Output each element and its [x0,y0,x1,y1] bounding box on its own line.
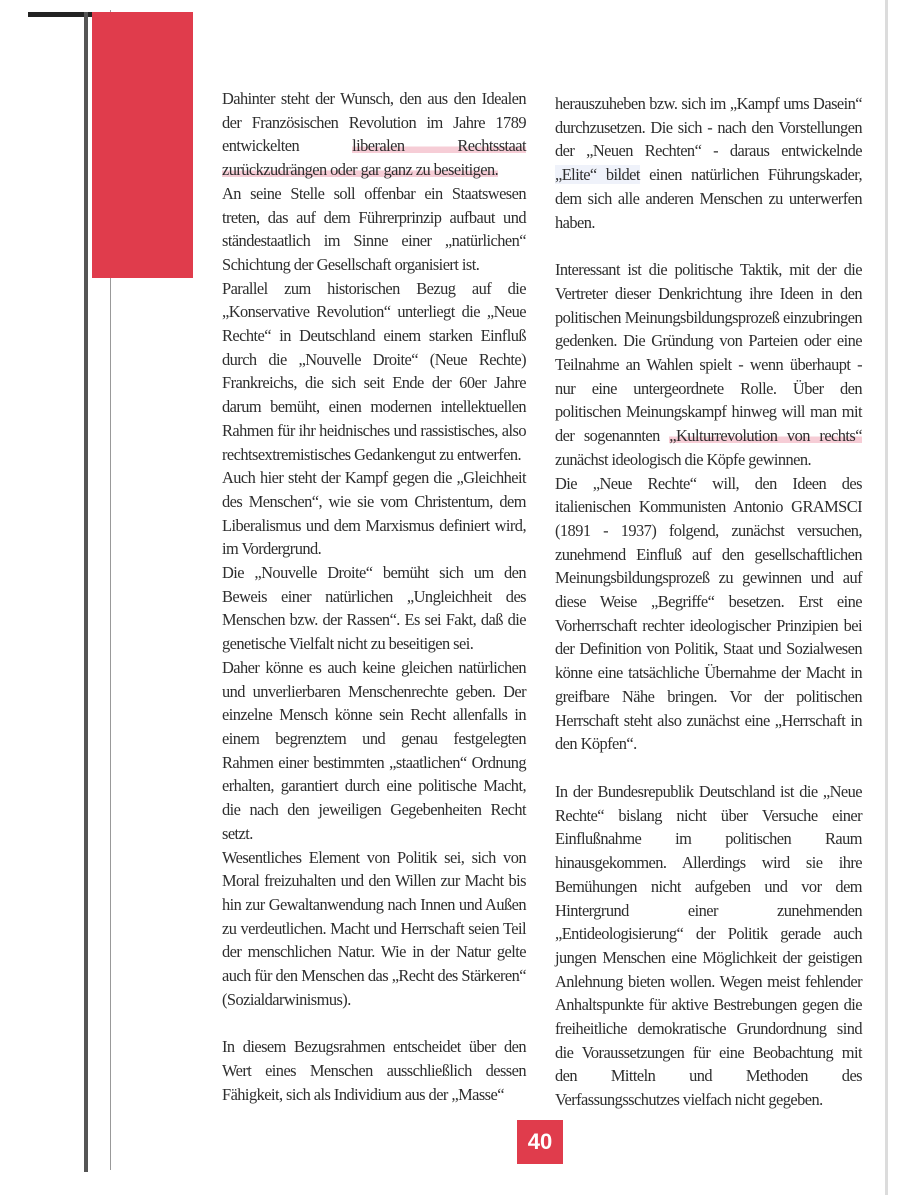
paragraph: Parallel zum historischen Bezug auf die „Konservative Revolution“ unterliegt die „Neue Rechte“ in Deutschland einem starken Einfluß durch die „Nouvelle Droite“ (Neue Rechte) Frankreichs, die sich seit Ende der 60er Jahre darum bemüht, einen modernen intellektuellen Rahmen für ihr heidnisches und rassistisches, also rechtsextremistisches Gedankengut zu entwerfen. [222,278,526,464]
highlighted-text: „Kulturrevolution von rechts“ [669,426,862,446]
paragraph-gap [555,756,862,780]
paragraph: Die „Neue Rechte“ will, den Ideen des italienischen Kommunisten Antonio GRAMSCI (1891 - 1937) folgend, zunächst versuchen, zunehmend Einfluß auf den gesellschaftlichen Meinungsbildungsprozeß zu gewinnen und auf diese Weise „Begriffe“ besetzen. Erst eine Vorherrschaft rechter ideologischer Prinzipien bei der Definition von Politik, Staat und Sozialwesen könne eine tatsächliche Übernahme der Macht in greifbare Nähe bringen. Vor der politischen Herrschaft steht also zunächst eine „Herrschaft in den Köpfen“. [555,473,862,754]
red-accent-band [92,12,193,278]
highlighted-text: „Elite“ bildet [555,165,640,185]
highlighted-text: liberalen Rechtsstaat zurückzudrängen oder gar ganz zu beseitigen. [222,136,526,180]
paragraph: Daher könne es auch keine gleichen natürlichen und unverlierbaren Menschenrechte geben. Der einzelne Mensch könne sein Recht allenfalls in einem begrenztem und genau festgelegten Rahmen einer bestimmten „staatlichen“ Ordnung erhalten, garantiert durch eine politische Macht, die nach den jeweiligen Gegebenheiten Recht setzt. [222,657,526,843]
left-margin-rule [84,12,88,1172]
paragraph: An seine Stelle soll offenbar ein Staatswesen treten, das auf dem Führerprinzip aufbaut und ständestaatlich im Sinne einer „natürlichen“ Schichtung der Gesellschaft organisiert ist. [222,183,526,274]
paragraph-gap [222,1011,526,1035]
paragraph-text: Dahinter steht der Wunsch, den aus den Idealen der Französischen Revolution im Jahre 1789 entwickelten [222,89,526,156]
page-edge [885,0,888,1195]
right-text-column [555,92,862,1112]
page-number: 40 [517,1120,563,1164]
paragraph: Wesentliches Element von Politik sei, sich von Moral freizuhalten und den Willen zur Macht bis hin zur Gewaltanwendung nach Innen und Außen zu verdeutlichen. Macht und Herrschaft seien Teil der menschlichen Natur. Wie in der Natur gelte auch für den Menschen das „Recht des Stärkeren“ (Sozialdarwinismus). [222,847,526,1009]
paragraph-gap [555,234,862,258]
paragraph: In diesem Bezugsrahmen entscheidet über den Wert eines Menschen ausschließlich dessen Fähigkeit, sich als Individium aus der „Masse“ [222,1037,526,1104]
paragraph: Die „Nouvelle Droite“ bemüht sich um den Beweis einer natürlichen „Ungleichheit des Menschen bzw. der Rassen“. Es sei Fakt, daß die genetische Vielfalt nicht zu beseitigen sei. [222,563,526,654]
paragraph [555,258,862,471]
paragraph [222,87,526,182]
paragraph-text: einen natürlichen Führungskader, dem sich alle anderen Menschen zu unterwerfen haben. [555,165,862,232]
paragraph: In der Bundesrepublik Deutschland ist die „Neue Rechte“ bislang nicht über Versuche einer Einflußnahme im politischen Raum hinausgekommen. Allerdings wird sie ihre Bemühungen nicht aufgeben und vor dem Hintergrund einer zunehmenden „Entideologisierung“ der Politik gerade auch jungen Menschen eine Möglichkeit der geistigen Anlehnung bieten wollen. Wegen meist fehlender Anhaltspunkte für aktive Bestrebungen gegen die freiheitliche demokratische Grundordnung sind die Voraussetzungen für eine Beobachtung mit den Mitteln und Methoden des Verfassungsschutzes vielfach nicht gegeben. [555,781,862,1110]
paragraph: Auch hier steht der Kampf gegen die „Gleichheit des Menschen“, wie sie vom Christentum, dem Liberalismus und dem Marxismus definiert wird, im Vordergrund. [222,468,526,559]
paragraph-text: herauszuheben bzw. sich im „Kampf ums Dasein“ durchzusetzen. Die sich - nach den Vorstellungen der „Neuen Rechten“ - daraus entwickelnde [555,94,862,161]
left-text-column [222,87,526,1107]
paragraph [555,92,862,234]
paragraph-text: zunächst ideologisch die Köpfe gewinnen. [555,449,812,469]
paragraph-text: Interessant ist die politische Taktik, mit der die Vertreter dieser Denkrichtung ihre Ideen in den politischen Meinungsbildungsprozeß einzubringen gedenken. Die Gründung von Parteien oder eine Teilnahme an Wahlen spielt - wenn überhaupt - nur eine untergeordnete Rolle. Über den politischen Meinungskampf hinweg will man mit der sogenannten [555,260,862,446]
